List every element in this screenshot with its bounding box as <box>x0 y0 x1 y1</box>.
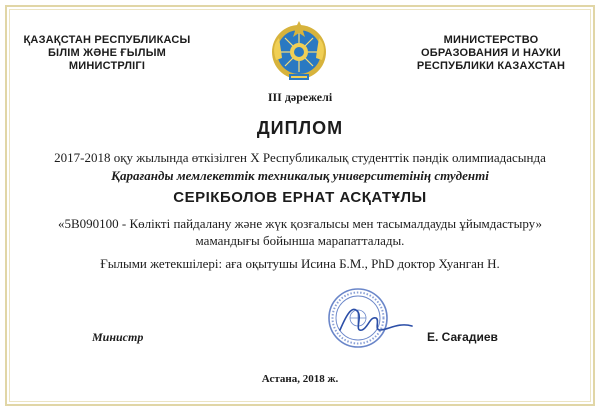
recipient-name: СЕРІКБОЛОВ ЕРНАТ АСҚАТҰЛЫ <box>173 189 427 206</box>
ministry-russian-heading <box>396 34 586 73</box>
ministry-russian-line-2: ОБРАЗОВАНИЯ И НАУКИ <box>421 47 561 59</box>
university-line: Қарағанды мемлекеттік техникалық университетінің студенті <box>111 168 489 183</box>
minister-label: Министр <box>92 330 144 344</box>
signer-name: Е. Сағадиев <box>427 330 498 344</box>
ministry-kazakh-line-3: МИНИСТРЛІГІ <box>68 60 146 72</box>
ministry-kazakh-line-2: БІЛІМ ЖӘНЕ ҒЫЛЫМ <box>47 47 167 59</box>
handwritten-signature-icon <box>340 309 412 330</box>
supervisors-line: Ғылыми жетекшілері: аға оқытушы Исина Б.М., PhD доктор Хуанган Н. <box>100 256 500 271</box>
kazakhstan-state-emblem-icon <box>270 20 328 82</box>
award-line: мамандығы бойынша марапатталады. <box>195 233 405 248</box>
ministry-russian-line-1: МИНИСТЕРСТВО <box>443 34 539 46</box>
specialty-line: «5B090100 - Көлікті пайдалану және жүк қозғалысы мен тасымалдауды ұйымдастыру» <box>58 216 542 231</box>
ministry-kazakh-heading <box>12 34 202 73</box>
official-seal-icon <box>318 286 422 356</box>
diploma-degree: III дәрежелі <box>267 90 333 104</box>
ministry-kazakh-line-1: ҚАЗАҚСТАН РЕСПУБЛИКАСЫ <box>23 34 191 46</box>
ministry-russian-line-3: РЕСПУБЛИКИ КАЗАХСТАН <box>416 60 566 72</box>
place-date: Астана, 2018 ж. <box>261 373 339 385</box>
diploma-title: ДИПЛОМ <box>256 118 344 138</box>
olympiad-line: 2017-2018 оқу жылында өткізілген Х Республикалық студенттік пәндік олимпиадасында <box>54 150 546 165</box>
